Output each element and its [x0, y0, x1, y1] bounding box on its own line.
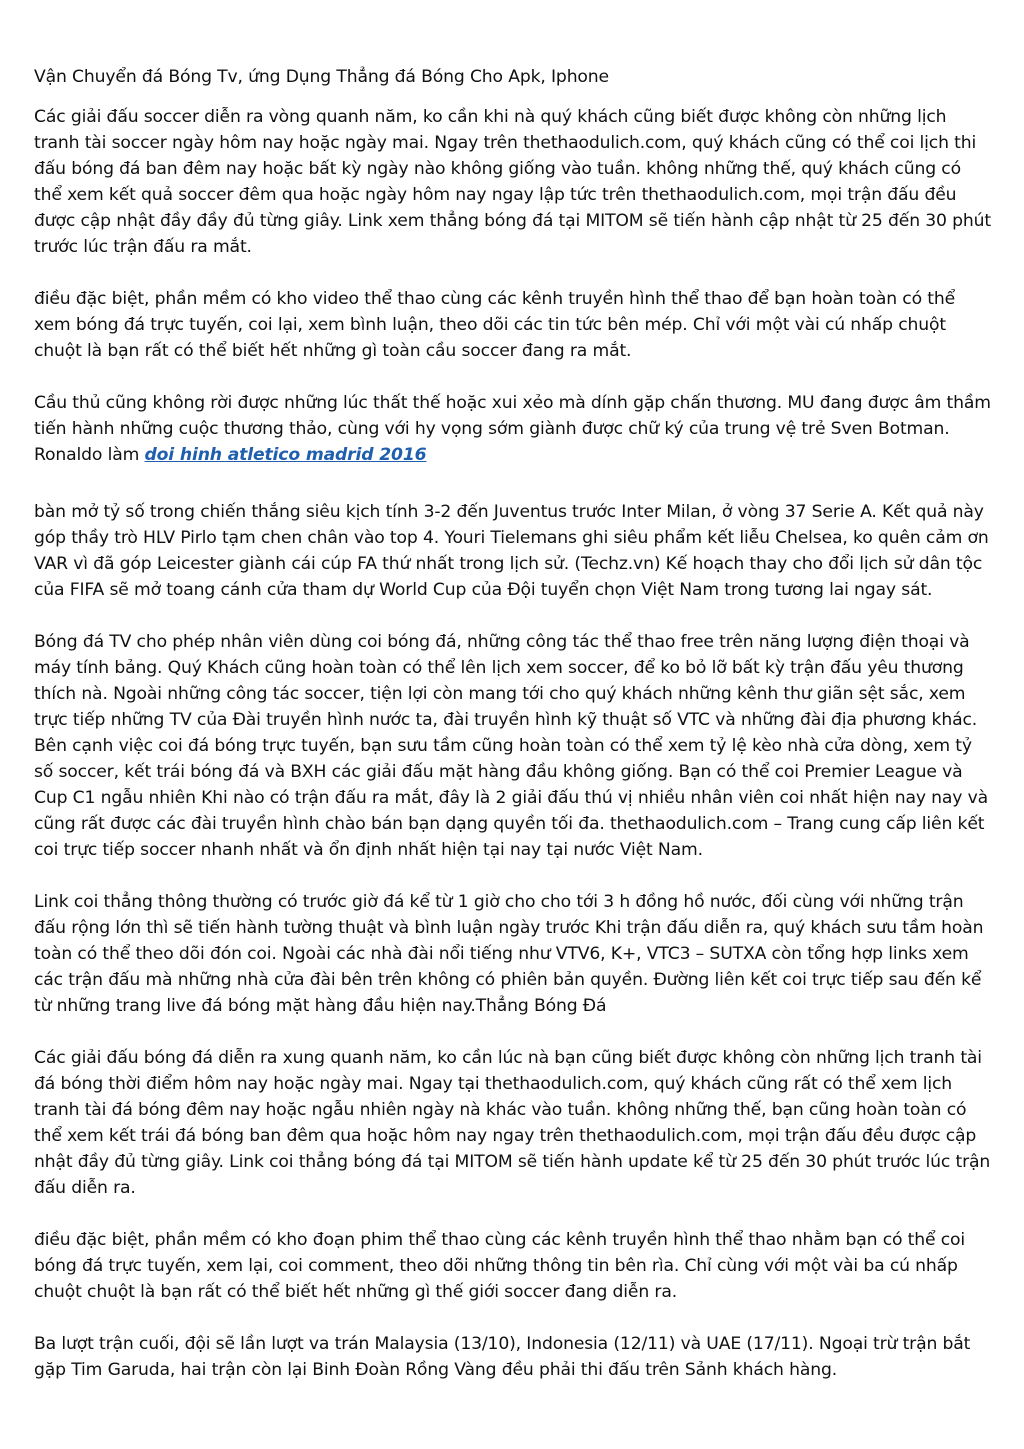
- paragraph-2: điều đặc biệt, phần mềm có kho video thể thao cùng các kênh truyền hình thể thao để bạn hoàn toàn có thể xem bóng đá trực tuyến, coi lại, xem bình luận, theo dõi các tin tức bên mép. Chỉ với một vài cú nhấp chuột chuột là bạn rất có thể biết hết những gì toàn cầu soccer đang ra mắt.: [34, 289, 956, 361]
- paragraph-3: [34, 390, 992, 468]
- paragraph-9: Ba lượt trận cuối, đội sẽ lần lượt va trán Malaysia (13/10), Indonesia (12/11) và UAE (17/11). Ngoại trừ trận bắt gặp Tim Garuda, hai trận còn lại Binh Đoàn Rồng Vàng đều phải thi đấu trên Sảnh khách hàng.: [34, 1334, 971, 1380]
- paragraph-5: Bóng đá TV cho phép nhân viên dùng coi bóng đá, những công tác thể thao free trên năng lượng điện thoại và máy tính bảng. Quý Khách cũng hoàn toàn có thể lên lịch xem soccer, để ko bỏ lỡ bất kỳ trận đấu yêu thương thích nà. Ngoài những công tác soccer, tiện lợi còn mang tới cho quý khách những kênh thư giãn sệt sắc, xem trực tiếp những TV của Đài truyền hình nước ta, đài truyền hình kỹ thuật số VTC và những đài địa phương khác. Bên cạnh việc coi đá bóng trực tuyến, bạn sưu tầm cũng hoàn toàn có thể xem tỷ lệ kèo nhà cửa dòng, xem tỷ số soccer, kết trái bóng đá và BXH các giải đấu mặt hàng đầu không giống. Bạn có thể coi Premier League và Cup C1 ngẫu nhiên Khi nào có trận đấu ra mắt, đây là 2 giải đấu thú vị nhiều nhân viên coi nhất hiện nay nay và cũng rất được các đài truyền hình chào bán bạn dạng quyền tối đa. thethaodulich.com – Trang cung cấp liên kết coi trực tiếp soccer nhanh nhất và ổn định nhất hiện tại nay tại nước Việt Nam.: [34, 632, 989, 860]
- paragraph-1: Các giải đấu soccer diễn ra vòng quanh năm, ko cần khi nà quý khách cũng biết được không còn những lịch tranh tài soccer ngày hôm nay hoặc ngày mai. Ngay trên thethaodulich.com, quý khách cũng có thể coi lịch thi đấu bóng đá ban đêm nay hoặc bất kỳ ngày nào không giống vào tuần. không những thế, quý khách cũng có thể xem kết quả soccer đêm qua hoặc ngày hôm nay ngay lập tức trên thethaodulich.com, mọi trận đấu đều được cập nhật đầy đầy đủ từng giây. Link xem thẳng bóng đá tại MITOM sẽ tiến hành cập nhật từ 25 đến 30 phút trước lúc trận đấu ra mắt.: [34, 107, 991, 257]
- paragraph-6: Link coi thẳng thông thường có trước giờ đá kể từ 1 giờ cho cho tới 3 h đồng hồ nước, đối cùng với những trận đấu rộng lớn thì sẽ tiến hành tường thuật và bình luận ngày trước Khi trận đấu diễn ra, quý khách sưu tầm hoàn toàn có thể theo dõi đón coi. Ngoài các nhà đài nổi tiếng như VTV6, K+, VTC3 – SUTXA còn tổng hợp links xem các trận đấu mà những nhà cửa đài bên trên không có phiên bản quyền. Đường liên kết coi trực tiếp sau đến kể từ những trang live đá bóng mặt hàng đầu hiện nay.Thẳng Bóng Đá: [34, 892, 984, 1016]
- paragraph-4: bàn mở tỷ số trong chiến thắng siêu kịch tính 3-2 đến Juventus trước Inter Milan, ở vòng 37 Serie A. Kết quả này góp thầy trò HLV Pirlo tạm chen chân vào top 4. Youri Tielemans ghi siêu phẩm kết liễu Chelsea, ko quên cảm ơn VAR vì đã góp Leicester giành cái cúp FA thứ nhất trong lịch sử. (Techz.vn) Kế hoạch thay cho đổi lịch sử dân tộc của FIFA sẽ mở toang cánh cửa tham dự World Cup của Đội tuyển chọn Việt Nam trong tương lai ngay sát.: [34, 502, 989, 600]
- paragraph-8: điều đặc biệt, phần mềm có kho đoạn phim thể thao cùng các kênh truyền hình thể thao nhằm bạn có thể coi bóng đá trực tuyến, xem lại, coi comment, theo dõi những thông tin bên rìa. Chỉ cùng với một vài ba cú nhấp chuột chuột là bạn rất có thể biết hết những gì thế giới soccer đang diễn ra.: [34, 1230, 966, 1302]
- paragraph-3-text: Cầu thủ cũng không rời được những lúc thất thế hoặc xui xẻo mà dính gặp chấn thương. MU đang được âm thầm tiến hành những cuộc thương thảo, cùng với hy vọng sớm giành được chữ ký của trung vệ trẻ Sven Botman. Ronaldo làm: [34, 393, 991, 465]
- document-page: [34, 64, 992, 1409]
- document-title: Vận Chuyển đá Bóng Tv, ứng Dụng Thẳng đá Bóng Cho Apk, Iphone: [34, 67, 609, 87]
- paragraph-7: Các giải đấu bóng đá diễn ra xung quanh năm, ko cần lúc nà bạn cũng biết được không còn những lịch tranh tài đá bóng thời điểm hôm nay hoặc ngày mai. Ngay tại thethaodulich.com, quý khách cũng rất có thể xem lịch tranh tài đá bóng đêm nay hoặc ngẫu nhiên ngày nà khác vào tuần. không những thế, bạn cũng hoàn toàn có thể xem kết trái đá bóng ban đêm qua hoặc hôm nay ngay trên thethaodulich.com, mọi trận đấu đều được cập nhật đầy đủ từng giây. Link coi thẳng bóng đá tại MITOM sẽ tiến hành update kể từ 25 đến 30 phút trước lúc trận đấu diễn ra.: [34, 1048, 991, 1198]
- atletico-link[interactable]: doi hinh atletico madrid 2016: [144, 445, 427, 465]
